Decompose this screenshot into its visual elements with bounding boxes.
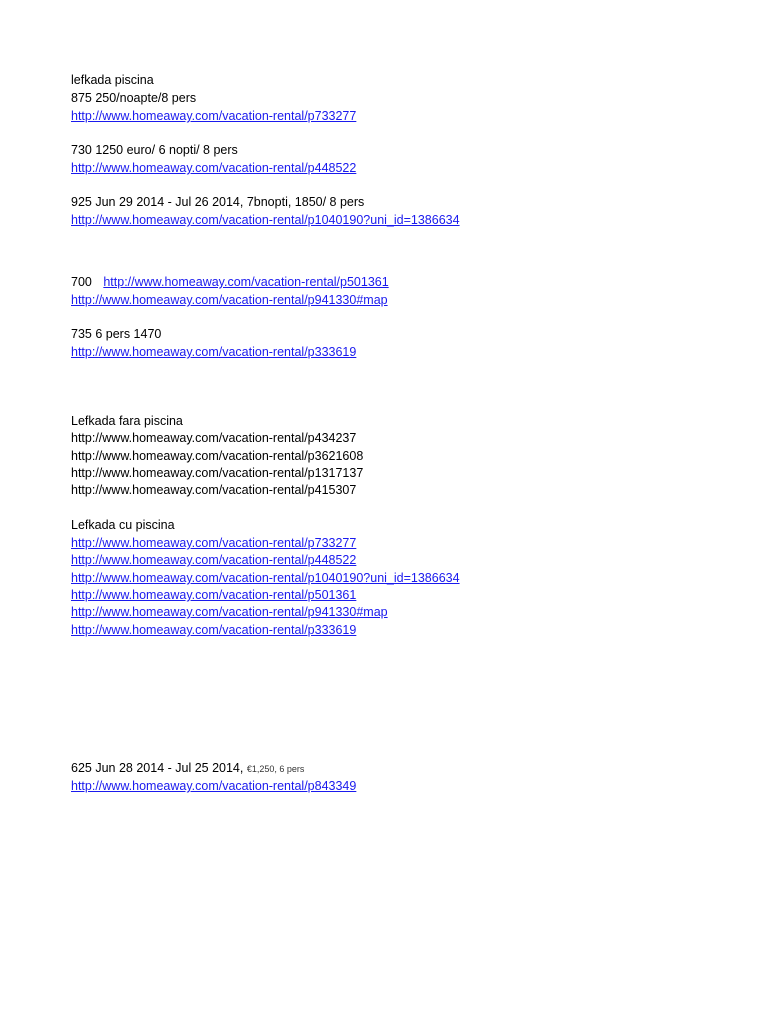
section-title-text: Lefkada cu piscina xyxy=(71,518,175,532)
listing-link[interactable]: http://www.homeaway.com/vacation-rental/p1040190?uni_id=1386634 xyxy=(71,213,460,227)
plain-url-line xyxy=(71,482,356,499)
listing-note-text: 735 6 pers 1470 xyxy=(71,327,162,341)
listing-link[interactable]: http://www.homeaway.com/vacation-rental/p1040190?uni_id=1386634 xyxy=(71,571,460,585)
listing-link[interactable]: http://www.homeaway.com/vacation-rental/p941330#map xyxy=(71,293,388,307)
listing-link[interactable]: http://www.homeaway.com/vacation-rental/p733277 xyxy=(71,536,357,550)
listing-link-row xyxy=(71,160,356,177)
listing-link-row xyxy=(71,570,460,587)
listing-note-with-link xyxy=(71,274,389,291)
plain-url-line xyxy=(71,465,363,482)
plain-url-line xyxy=(71,430,356,447)
section-title-lefkada-piscina xyxy=(71,72,154,89)
section-title-cu-piscina xyxy=(71,517,175,534)
listing-link-row xyxy=(71,535,356,552)
plain-url-line xyxy=(71,448,363,465)
listing-link[interactable]: http://www.homeaway.com/vacation-rental/p501361 xyxy=(103,275,389,289)
plain-url-text: http://www.homeaway.com/vacation-rental/p3621608 xyxy=(71,449,364,463)
section-title-fara-piscina xyxy=(71,413,183,430)
listing-note xyxy=(71,760,304,777)
listing-link[interactable]: http://www.homeaway.com/vacation-rental/p941330#map xyxy=(71,605,388,619)
listing-note xyxy=(71,326,161,343)
listing-link[interactable]: http://www.homeaway.com/vacation-rental/p448522 xyxy=(71,161,357,175)
listing-link[interactable]: http://www.homeaway.com/vacation-rental/p448522 xyxy=(71,553,357,567)
listing-note xyxy=(71,142,238,159)
listing-link-row xyxy=(71,587,356,604)
listing-link[interactable]: http://www.homeaway.com/vacation-rental/p333619 xyxy=(71,345,357,359)
listing-link-row xyxy=(71,778,356,795)
listing-note xyxy=(71,90,196,107)
section-title-text: lefkada piscina xyxy=(71,73,154,87)
listing-link-row xyxy=(71,622,356,639)
plain-url-text: http://www.homeaway.com/vacation-rental/p415307 xyxy=(71,483,357,497)
listing-note xyxy=(71,194,364,211)
listing-link[interactable]: http://www.homeaway.com/vacation-rental/p501361 xyxy=(71,588,357,602)
listing-link[interactable]: http://www.homeaway.com/vacation-rental/p843349 xyxy=(71,779,357,793)
listing-note-text: 625 Jun 28 2014 - Jul 25 2014, xyxy=(71,761,244,775)
listing-note-text: 730 1250 euro/ 6 nopti/ 8 pers xyxy=(71,143,238,157)
listing-link-row xyxy=(71,604,388,621)
listing-link[interactable]: http://www.homeaway.com/vacation-rental/p733277 xyxy=(71,109,357,123)
listing-price: 700 xyxy=(71,275,92,289)
listing-link-row xyxy=(71,344,356,361)
plain-url-text: http://www.homeaway.com/vacation-rental/p1317137 xyxy=(71,466,364,480)
section-title-text: Lefkada fara piscina xyxy=(71,414,183,428)
listing-price-small: €1,250, 6 pers xyxy=(246,764,305,774)
listing-note-text: 875 250/noapte/8 pers xyxy=(71,91,197,105)
listing-link[interactable]: http://www.homeaway.com/vacation-rental/p333619 xyxy=(71,623,357,637)
listing-note-text: 925 Jun 29 2014 - Jul 26 2014, 7bnopti, 1850/ 8 pers xyxy=(71,195,365,209)
listing-link-row xyxy=(71,552,356,569)
listing-link-row xyxy=(71,108,356,125)
listing-link-row xyxy=(71,212,460,229)
listing-link-row xyxy=(71,292,388,309)
plain-url-text: http://www.homeaway.com/vacation-rental/p434237 xyxy=(71,431,357,445)
